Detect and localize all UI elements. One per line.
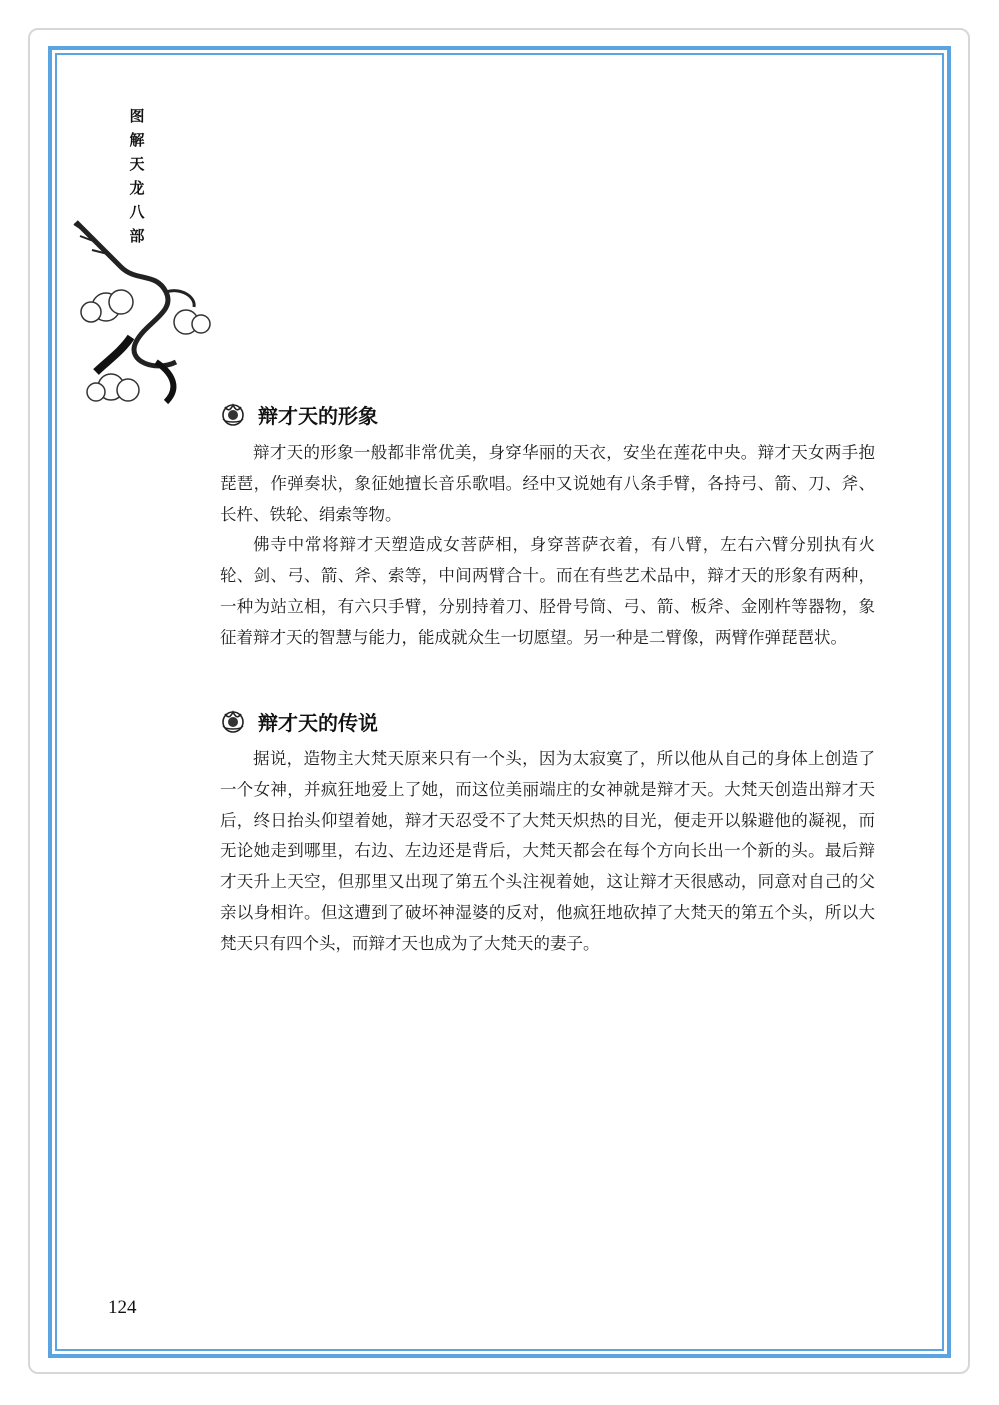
- section-heading-2: [220, 705, 378, 737]
- lotus-medallion-icon: [220, 401, 246, 427]
- section-heading-1: [220, 398, 378, 430]
- lotus-medallion-icon: [220, 708, 246, 734]
- paragraph: 辩才天的形象一般都非常优美，身穿华丽的天衣，安坐在莲花中央。辩才天女两手抱琵琶，作弹奏状，象征她擅长音乐歌唱。经中又说她有八条手臂，各持弓、箭、刀、斧、长杵、铁轮、绢索等物。: [220, 443, 875, 524]
- section-body-2: [220, 744, 875, 960]
- section-body-1: [220, 438, 875, 654]
- page-number: 124: [108, 1297, 137, 1318]
- dragon-in-clouds-icon: [66, 212, 216, 412]
- paragraph: 据说，造物主大梵天原来只有一个头，因为太寂寞了，所以他从自己的身体上创造了一个女神，并疯狂地爱上了她，而这位美丽端庄的女神就是辩才天。大梵天创造出辩才天后，终日抬头仰望着她，辩才天忍受不了大梵天炽热的目光，便走开以躲避他的凝视，而无论她走到哪里，右边、左边还是背后，大梵天都会在每个方向长出一个新的头。最后辩才天升上天空，但那里又出现了第五个头注视着她，这让辩才天很感动，同意对自己的父亲以身相许。但这遭到了破坏神湿婆的反对，他疯狂地砍掉了大梵天的第五个头，所以大梵天只有四个头，而辩才天也成为了大梵天的妻子。: [220, 749, 875, 953]
- section-title: 辩才天的形象: [258, 403, 378, 428]
- paragraph: 佛寺中常将辩才天塑造成女菩萨相，身穿菩萨衣着，有八臂，左右六臂分别执有火轮、剑、弓、箭、斧、索等，中间两臂合十。而在有些艺术品中，辩才天的形象有两种，一种为站立相，有六只手臂，分别持着刀、胫骨号筒、弓、箭、板斧、金刚杵等器物，象征着辩才天的智慧与能力，能成就众生一切愿望。另一种是二臂像，两臂作弹琵琶状。: [220, 535, 875, 647]
- section-title: 辩才天的传说: [258, 710, 378, 735]
- running-title: 图解天龙八部: [129, 107, 145, 245]
